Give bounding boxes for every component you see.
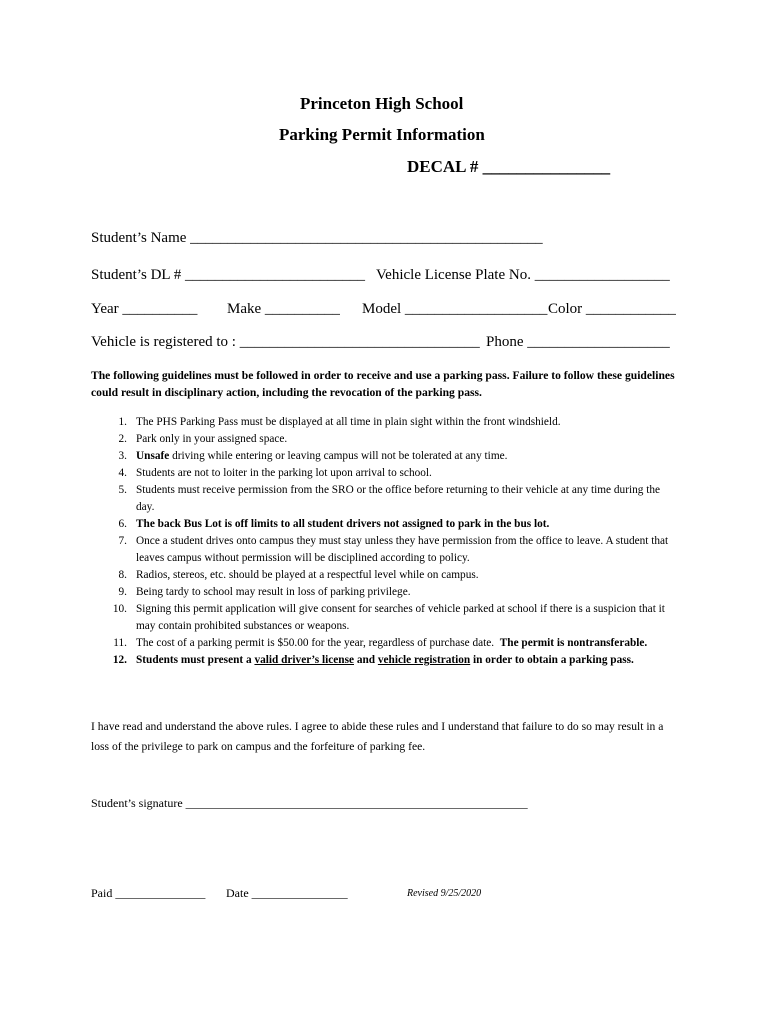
rule-item: 9. Being tardy to school may result in loss of parking privilege. [118, 586, 411, 598]
school-title: Princeton High School [300, 94, 464, 113]
agreement-statement: I have read and understand the above rules. I agree to abide these rules and I understand that failure to do so may result in a loss of the privilege to park on campus and the forfeiture of parking fee. [91, 720, 664, 753]
model-field[interactable]: Model ___________________ [362, 301, 548, 317]
revised-date: Revised 9/25/2020 [407, 888, 482, 899]
rule-item: 6. The back Bus Lot is off limits to all student drivers not assigned to park in the bus lot. [118, 518, 550, 530]
student-signature-field[interactable]: Student’s signature _________________________________________________________ [91, 796, 528, 810]
rule-item: 11. The cost of a parking permit is $50.00 for the year, regardless of purchase date. The permit is nontransferable. [113, 637, 648, 649]
rule-item: 12. Students must present a valid driver’s license and vehicle registration in order to obtain a parking pass. [112, 654, 634, 666]
rule-item: 4. Students are not to loiter in the parking lot upon arrival to school. [118, 467, 432, 479]
registered-to-field[interactable]: Vehicle is registered to : ________________________________ [91, 334, 480, 350]
license-plate-field[interactable]: Vehicle License Plate No. __________________ [376, 267, 670, 283]
make-field[interactable]: Make __________ [227, 301, 340, 317]
rule-item: 7. Once a student drives onto campus they must stay unless they have permission from the office to leave. A student that leaves campus without permission will be disciplined according to policy. [118, 535, 669, 564]
color-field[interactable]: Color ____________ [548, 301, 676, 317]
form-title: Parking Permit Information [279, 125, 485, 144]
rule-item: 8. Radios, stereos, etc. should be played at a respectful level while on campus. [118, 569, 479, 581]
rule-item: 1. The PHS Parking Pass must be displayed at all time in plain sight within the front windshield. [118, 416, 561, 428]
phone-field[interactable]: Phone ___________________ [486, 334, 670, 350]
year-field[interactable]: Year __________ [91, 301, 198, 317]
guidelines-intro: The following guidelines must be followed in order to receive and use a parking pass. Failure to follow these guidelines could result in disciplinary action, including the revocation of the parking pass. [91, 369, 675, 399]
student-name-field[interactable]: Student’s Name _______________________________________________ [91, 230, 543, 246]
rule-item: 10. Signing this permit application will give consent for searches of vehicle parked at school if there is a suspicion that it may contain prohibited substances or weapons. [112, 603, 665, 632]
rule-item: 3. Unsafe driving while entering or leaving campus will not be tolerated at any time. [118, 450, 508, 462]
rules-list [91, 414, 676, 669]
rule-item: 2. Park only in your assigned space. [118, 433, 288, 445]
student-dl-field[interactable]: Student’s DL # ________________________ [91, 267, 366, 283]
date-field[interactable]: Date ________________ [226, 886, 348, 900]
rule-item: 5. Students must receive permission from the SRO or the office before returning to their vehicle at any time during the day. [118, 484, 661, 513]
paid-field[interactable]: Paid _______________ [91, 886, 206, 900]
decal-number-field[interactable]: DECAL # _______________ [407, 157, 611, 176]
